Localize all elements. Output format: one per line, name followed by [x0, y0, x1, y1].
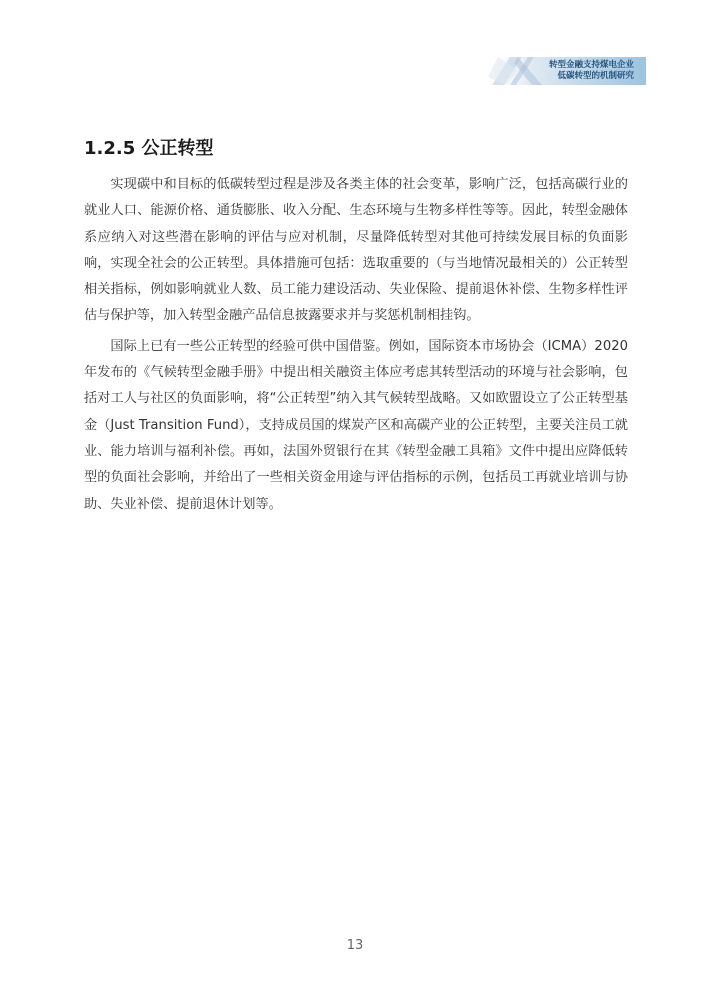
header-banner [488, 57, 646, 85]
header-title [549, 60, 634, 82]
body-text [84, 172, 628, 522]
header-title-line2: 低碳转型的机制研究 [557, 71, 634, 81]
page-number: 13 [346, 938, 364, 953]
header-title-line1: 转型金融支持煤电企业 [548, 60, 634, 70]
paragraph-1: 实现碳中和目标的低碳转型过程是涉及各类主体的社会变革，影响广泛，包括高碳行业的就业人口、能源价格、通货膨胀、收入分配、生态环境与生物多样性等等。因此，转型金融体系应纳入对这些潜在影响的评估与应对机制，尽量降低转型对其他可持续发展目标的负面影响，实现全社会的公正转型。具体措施可包括：选取重要的（与当地情况最相关的）公正转型相关指标，例如影响就业人数、员工能力建设活动、失业保险、提前退休补偿、生物多样性评估与保护等，加入转型金融产品信息披露要求并与奖惩机制相挂钩。 [84, 177, 628, 324]
paragraph-2: 国际上已有一些公正转型的经验可供中国借鉴。例如，国际资本市场协会（ICMA）2020 年发布的《气候转型金融手册》中提出相关融资主体应考虑其转型活动的环境与社会影响，包括对工人与社区的负面影响，将“公正转型”纳入其气候转型战略。又如欧盟设立了公正转型基金（Just Transition Fund），支持成员国的煤炭产区和高碳产业的公正转型，主要关注员工就业、能力培训与福利补偿。再如，法国外贸银行在其《转型金融工具箱》文件中提出应降低转型的负面社会影响，并给出了一些相关资金用途与评估指标的示例，包括员工再就业培训与协助、失业补偿、提前退休计划等。 [84, 338, 628, 512]
section-title: 1.2.5 公正转型 [84, 138, 214, 159]
